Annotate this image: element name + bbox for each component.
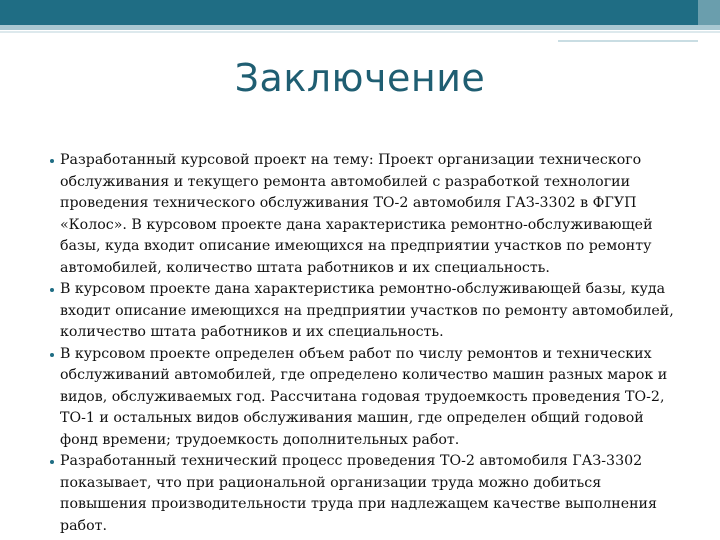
bullet-icon (50, 353, 54, 357)
bullet-icon (50, 460, 54, 464)
list-item (50, 451, 684, 537)
header-accent-line (558, 40, 698, 42)
slide-title: Заключение (234, 56, 486, 100)
list-item-text: В курсовом проекте дана характеристика ремонтно-обслуживающей базы, куда входит описание имеющихся на предприятии участков по ремонту автомобилей, количество штата работников и их специальность. (60, 281, 674, 340)
header-thin-line (0, 31, 720, 33)
list-item (50, 344, 684, 452)
list-item-text: Разработанный курсовой проект на тему: Проект организации технического обслуживания и текущего ремонта автомобилей с разработкой технологии проведения технического обслуживания ТО-2 автомобиля ГАЗ-3302 в ФГУП «Колос». В курсовом проекте дана характеристика ремонтно-обслуживающей базы, куда входит описание имеющихся на предприятии участков по ремонту автомобилей, количество штата работников и их специальность. (60, 152, 653, 276)
header-bar-right-block (698, 0, 720, 25)
list-item (50, 279, 684, 344)
bullet-icon (50, 288, 54, 292)
list-item-text: Разработанный технический процесс проведения ТО-2 автомобиля ГАЗ-3302 показывает, что при рациональной организации труда можно добиться повышения производительности труда при надлежащем качестве выполнения работ. (60, 453, 657, 534)
bullet-list (50, 150, 684, 537)
bullet-icon (50, 159, 54, 163)
list-item-text: В курсовом проекте определен объем работ по числу ремонтов и технических обслуживаний автомобилей, где определено количество машин разных марок и видов, обслуживаемых год. Рассчитана годовая трудоемкость проведения ТО-2, ТО-1 и остальных видов обслуживания машин, где определен общий годовой фонд времени; трудоемкость дополнительных работ. (60, 345, 668, 448)
header-bar (0, 0, 720, 25)
header-stripe (0, 25, 720, 30)
list-item (50, 150, 684, 279)
